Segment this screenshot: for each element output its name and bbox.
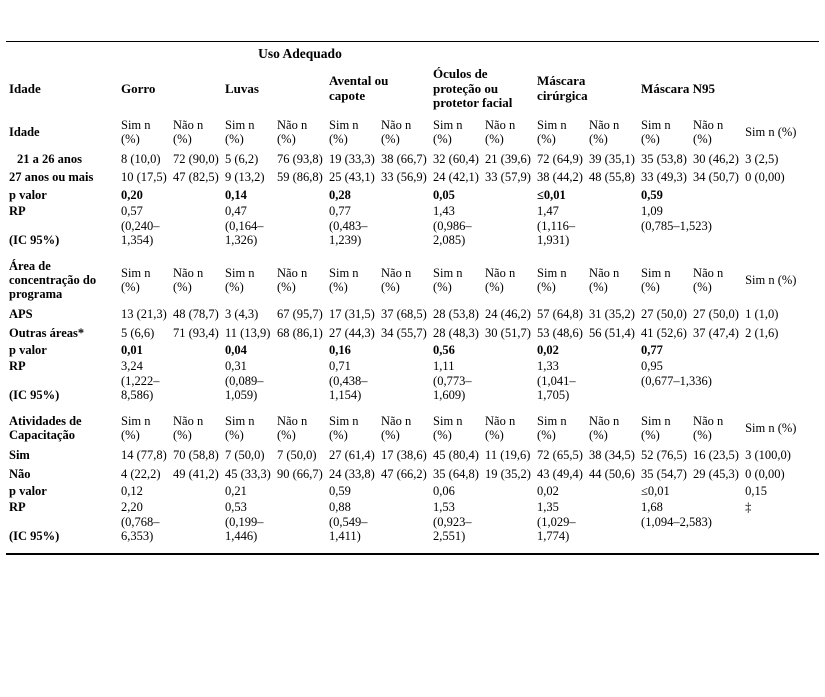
subcol-header: Sim n (%) — [641, 118, 671, 147]
cell: 24 (33,8) — [329, 466, 375, 481]
cell: (1,094–2,583) — [641, 514, 712, 529]
cell: 2 (1,6) — [745, 325, 779, 340]
cell: 59 (86,8) — [277, 170, 323, 185]
cell: 49 (41,2) — [173, 466, 219, 481]
row-label: 21 a 26 anos — [17, 152, 82, 167]
cell: 1 (1,0) — [745, 307, 779, 322]
cell — [483, 342, 535, 358]
cell — [171, 342, 223, 358]
cell: 72 (65,5) — [537, 448, 583, 463]
subcol-header: Não n (%) — [381, 414, 412, 443]
row-label: p valor — [9, 342, 47, 357]
cell — [743, 219, 819, 255]
cell: 35 (64,8) — [433, 466, 479, 481]
cell: 7 (50,0) — [277, 448, 317, 463]
cell — [275, 358, 327, 374]
cell: (0,785–1,523) — [641, 218, 712, 233]
cell: 0,31 — [225, 358, 247, 373]
cell: (1,041–1,705) — [537, 373, 576, 403]
cell — [483, 219, 535, 255]
cell — [171, 203, 223, 219]
subcol-header: Não n (%) — [589, 266, 620, 295]
cell: 0,77 — [641, 342, 663, 357]
cell: 38 (34,5) — [589, 448, 635, 463]
section-header-row — [7, 410, 819, 446]
cell — [275, 203, 327, 219]
cell — [379, 342, 431, 358]
cell: 4 (22,2) — [121, 466, 161, 481]
category-header-row — [7, 64, 819, 114]
cell — [691, 483, 743, 499]
table-row — [7, 150, 819, 168]
cell — [379, 499, 431, 515]
subcol-header: Sim n (%) — [433, 118, 463, 147]
cell: 0,04 — [225, 342, 247, 357]
cell: 1,68 — [641, 499, 663, 514]
cell: 3,24 — [121, 358, 143, 373]
cell: 5 (6,6) — [121, 325, 155, 340]
cell: 72 (90,0) — [173, 152, 219, 167]
subcol-header: Não n (%) — [485, 266, 516, 295]
cell: 0 (0,00) — [745, 466, 785, 481]
row-label: Sim — [9, 448, 30, 463]
category-mascara-cirurgica: Máscara cirúrgica — [537, 73, 588, 104]
row-label: RP — [9, 499, 26, 514]
table-row — [7, 515, 819, 551]
cell: 2,20 — [121, 499, 143, 514]
cell: 1,09 — [641, 203, 663, 218]
cell: 0,59 — [641, 187, 663, 202]
cell: ‡ — [745, 499, 752, 514]
cell: 8 (10,0) — [121, 152, 161, 167]
subcol-header: Sim n (%) — [225, 266, 255, 295]
cell: 45 (33,3) — [225, 466, 271, 481]
cell — [483, 358, 535, 374]
row-label: (IC 95%) — [9, 232, 60, 247]
subcol-header: Sim n (%) — [745, 421, 797, 436]
cell: 30 (51,7) — [485, 325, 531, 340]
subcol-header: Não n (%) — [277, 118, 308, 147]
cell: 0,15 — [745, 483, 767, 498]
cell: 68 (86,1) — [277, 325, 323, 340]
cell: 24 (42,1) — [433, 170, 479, 185]
cell: 1,53 — [433, 499, 455, 514]
cell — [171, 187, 223, 203]
cell: 0 (0,00) — [745, 170, 785, 185]
cell: (0,438–1,154) — [329, 373, 368, 403]
cell: 0,71 — [329, 358, 351, 373]
section-label: Atividades de Capacitação — [9, 414, 82, 443]
table-row — [7, 324, 819, 342]
cell: 24 (46,2) — [485, 307, 531, 322]
cell: 71 (93,4) — [173, 325, 219, 340]
cell: 34 (50,7) — [693, 170, 739, 185]
cell: ≤0,01 — [537, 187, 566, 202]
subcol-header: Não n (%) — [173, 118, 204, 147]
row-label: 27 anos ou mais — [9, 170, 94, 185]
table-row — [7, 499, 819, 515]
cell — [743, 342, 819, 358]
cell — [379, 187, 431, 203]
subcol-header: Sim n (%) — [225, 118, 255, 147]
cell — [275, 374, 327, 410]
cell — [587, 187, 639, 203]
category-gorro: Gorro — [121, 80, 156, 96]
row-label: RP — [9, 203, 26, 218]
cell: 3 (100,0) — [745, 448, 791, 463]
table-body — [7, 114, 819, 551]
subcol-header: Não n (%) — [173, 414, 204, 443]
cell — [587, 499, 639, 515]
cell: 90 (66,7) — [277, 466, 323, 481]
cell: 0,28 — [329, 187, 351, 202]
cell: 16 (23,5) — [693, 448, 739, 463]
subcol-header: Sim n (%) — [329, 118, 359, 147]
cell: (0,089–1,059) — [225, 373, 264, 403]
cell — [171, 374, 223, 410]
section-label: Idade — [9, 125, 40, 140]
cell: (0,549–1,411) — [329, 514, 368, 544]
cell: 3 (2,5) — [745, 152, 779, 167]
table-row — [7, 483, 819, 499]
cell — [483, 187, 535, 203]
cell: ≤0,01 — [641, 483, 670, 498]
subcol-header: Sim n (%) — [121, 266, 151, 295]
cell — [691, 187, 743, 203]
cell: (0,986–2,085) — [433, 218, 472, 247]
subcol-header: Não n (%) — [693, 118, 724, 147]
subcol-header: Sim n (%) — [329, 414, 359, 443]
cell: 0,21 — [225, 483, 247, 498]
subcol-header: Sim n (%) — [641, 414, 671, 443]
cell — [379, 374, 431, 410]
category-avental: Avental ou capote — [329, 73, 389, 104]
cell: 27 (44,3) — [329, 325, 375, 340]
subcol-header: Não n (%) — [693, 414, 724, 443]
subcol-header: Sim n (%) — [433, 266, 463, 295]
subcol-header: Sim n (%) — [745, 125, 797, 140]
cell: 1,11 — [433, 358, 455, 373]
cell — [587, 203, 639, 219]
cell: 0,01 — [121, 342, 143, 357]
cell: 25 (43,1) — [329, 170, 375, 185]
subcol-header: Sim n (%) — [225, 414, 255, 443]
cell: (0,483–1,239) — [329, 218, 368, 247]
table-row — [7, 219, 819, 255]
subcol-header: Sim n (%) — [745, 273, 797, 288]
table-title: Uso Adequado — [258, 46, 342, 61]
cell: 56 (51,4) — [589, 325, 635, 340]
cell: 48 (78,7) — [173, 307, 219, 322]
subcol-header: Sim n (%) — [433, 414, 463, 443]
subcol-header: Não n (%) — [381, 266, 412, 295]
cell: 9 (13,2) — [225, 170, 265, 185]
cell — [743, 515, 819, 551]
table-row — [7, 374, 819, 410]
cell — [743, 358, 819, 374]
cell — [587, 483, 639, 499]
cell: 47 (66,2) — [381, 466, 427, 481]
table-row — [7, 342, 819, 358]
cell: 17 (38,6) — [381, 448, 427, 463]
cell: (0,677–1,336) — [641, 373, 712, 388]
top-rule — [6, 41, 819, 42]
row-label: p valor — [9, 483, 47, 498]
table-row — [7, 203, 819, 219]
cell — [483, 483, 535, 499]
cell — [275, 342, 327, 358]
row-label: (IC 95%) — [9, 388, 60, 403]
cell: (0,923–2,551) — [433, 514, 472, 544]
subcol-header: Não n (%) — [381, 118, 412, 147]
subcol-header: Não n (%) — [589, 414, 620, 443]
cell: 14 (77,8) — [121, 448, 167, 463]
corner-header: Idade — [9, 80, 41, 96]
cell: 0,02 — [537, 342, 559, 357]
cell: 0,12 — [121, 483, 143, 498]
cell — [483, 499, 535, 515]
cell — [171, 483, 223, 499]
cell: 33 (56,9) — [381, 170, 427, 185]
cell: 21 (39,6) — [485, 152, 531, 167]
cell: 0,16 — [329, 342, 351, 357]
cell: 0,57 — [121, 203, 143, 218]
subcol-header: Não n (%) — [277, 414, 308, 443]
cell — [275, 499, 327, 515]
cell: 70 (58,8) — [173, 448, 219, 463]
cell — [379, 515, 431, 551]
cell: 38 (44,2) — [537, 170, 583, 185]
section-header-row — [7, 114, 819, 150]
cell: (0,773–1,609) — [433, 373, 472, 403]
cell: 3 (4,3) — [225, 307, 259, 322]
cell: 0,20 — [121, 187, 143, 202]
cell: (0,164–1,326) — [225, 218, 264, 247]
cell: 0,59 — [329, 483, 351, 498]
cell: 11 (13,9) — [225, 325, 271, 340]
subcol-header: Sim n (%) — [641, 266, 671, 295]
bottom-rule — [6, 553, 819, 555]
cell: (0,240–1,354) — [121, 218, 160, 247]
cell: 28 (48,3) — [433, 325, 479, 340]
cell — [171, 499, 223, 515]
section-label: Área de concentração do programa — [9, 259, 97, 302]
cell: 38 (66,7) — [381, 152, 427, 167]
cell — [743, 187, 819, 203]
cell: 33 (57,9) — [485, 170, 531, 185]
cell: 1,43 — [433, 203, 455, 218]
cell — [171, 358, 223, 374]
subcol-header: Sim n (%) — [121, 414, 151, 443]
cell — [379, 483, 431, 499]
cell — [587, 515, 639, 551]
cell: 5 (6,2) — [225, 152, 259, 167]
cell: 19 (33,3) — [329, 152, 375, 167]
cell: (0,768–6,353) — [121, 514, 160, 544]
cell: 37 (68,5) — [381, 307, 427, 322]
cell: 17 (31,5) — [329, 307, 375, 322]
cell: 67 (95,7) — [277, 307, 323, 322]
cell — [379, 358, 431, 374]
row-label: Não — [9, 466, 31, 481]
cell: 33 (49,3) — [641, 170, 687, 185]
category-oculos: Óculos de proteção ou protetor facial — [433, 66, 513, 111]
cell — [275, 515, 327, 551]
subcol-header: Sim n (%) — [329, 266, 359, 295]
subcol-header: Não n (%) — [173, 266, 204, 295]
cell: 35 (54,7) — [641, 466, 687, 481]
cell: 48 (55,8) — [589, 170, 635, 185]
cell: 13 (21,3) — [121, 307, 167, 322]
cell: 53 (48,6) — [537, 325, 583, 340]
section-header-row — [7, 255, 819, 305]
cell: 11 (19,6) — [485, 448, 531, 463]
cell: (1,029–1,774) — [537, 514, 576, 544]
cell — [587, 358, 639, 374]
cell: 19 (35,2) — [485, 466, 531, 481]
cell: 34 (55,7) — [381, 325, 427, 340]
cell: 0,77 — [329, 203, 351, 218]
table-row — [7, 187, 819, 203]
cell: 44 (50,6) — [589, 466, 635, 481]
subcol-header: Sim n (%) — [121, 118, 151, 147]
cell: 57 (64,8) — [537, 307, 583, 322]
cell — [743, 374, 819, 410]
cell: 0,47 — [225, 203, 247, 218]
table-row — [7, 465, 819, 483]
row-label: (IC 95%) — [9, 529, 60, 544]
table-row — [7, 305, 819, 323]
cell — [275, 483, 327, 499]
cell: 29 (45,3) — [693, 466, 739, 481]
subcol-header: Sim n (%) — [537, 414, 567, 443]
cell — [275, 187, 327, 203]
category-mascara-n95: Máscara N95 — [641, 80, 716, 96]
cell: (1,116–1,931) — [537, 218, 576, 247]
cell: 31 (35,2) — [589, 307, 635, 322]
cell: 1,35 — [537, 499, 559, 514]
cell: 7 (50,0) — [225, 448, 265, 463]
row-label: RP — [9, 358, 26, 373]
subcol-header: Não n (%) — [485, 414, 516, 443]
category-luvas: Luvas — [225, 80, 259, 96]
cell: 32 (60,4) — [433, 152, 479, 167]
cell: 10 (17,5) — [121, 170, 167, 185]
cell: 27 (50,0) — [641, 307, 687, 322]
cell: 1,33 — [537, 358, 559, 373]
cell — [483, 203, 535, 219]
cell: 39 (35,1) — [589, 152, 635, 167]
cell — [379, 219, 431, 255]
subcol-header: Não n (%) — [693, 266, 724, 295]
cell — [379, 203, 431, 219]
row-label: APS — [9, 307, 33, 322]
cell — [587, 374, 639, 410]
cell: 27 (50,0) — [693, 307, 739, 322]
cell: 72 (64,9) — [537, 152, 583, 167]
cell: 0,05 — [433, 187, 455, 202]
cell: 0,06 — [433, 483, 455, 498]
cell — [275, 219, 327, 255]
cell: 45 (80,4) — [433, 448, 479, 463]
subcol-header: Sim n (%) — [537, 266, 567, 295]
row-label: Outras áreas* — [9, 325, 85, 340]
subcol-header: Não n (%) — [589, 118, 620, 147]
subcol-header: Não n (%) — [485, 118, 516, 147]
row-label: p valor — [9, 187, 47, 202]
subcol-header: Sim n (%) — [537, 118, 567, 147]
cell: 0,56 — [433, 342, 455, 357]
cell — [171, 219, 223, 255]
cell: 0,14 — [225, 187, 247, 202]
cell — [743, 203, 819, 219]
cell: 47 (82,5) — [173, 170, 219, 185]
cell: (1,222–8,586) — [121, 373, 160, 403]
table-row — [7, 168, 819, 186]
cell: 0,88 — [329, 499, 351, 514]
cell: 1,47 — [537, 203, 559, 218]
cell: 52 (76,5) — [641, 448, 687, 463]
cell — [587, 342, 639, 358]
cell: 0,53 — [225, 499, 247, 514]
table-row — [7, 446, 819, 464]
cell — [171, 515, 223, 551]
cell — [587, 219, 639, 255]
cell: 30 (46,2) — [693, 152, 739, 167]
cell: 35 (53,8) — [641, 152, 687, 167]
cell: 27 (61,4) — [329, 448, 375, 463]
cell: 37 (47,4) — [693, 325, 739, 340]
cell: 76 (93,8) — [277, 152, 323, 167]
cell: 0,95 — [641, 358, 663, 373]
cell — [483, 515, 535, 551]
subcol-header: Não n (%) — [277, 266, 308, 295]
cell: 43 (49,4) — [537, 466, 583, 481]
cell — [691, 342, 743, 358]
cell: 0,02 — [537, 483, 559, 498]
category-empty — [743, 64, 819, 114]
cell: 41 (52,6) — [641, 325, 687, 340]
table-row — [7, 358, 819, 374]
cell: (0,199–1,446) — [225, 514, 264, 544]
cell — [483, 374, 535, 410]
cell: 28 (53,8) — [433, 307, 479, 322]
stats-table — [7, 64, 819, 551]
